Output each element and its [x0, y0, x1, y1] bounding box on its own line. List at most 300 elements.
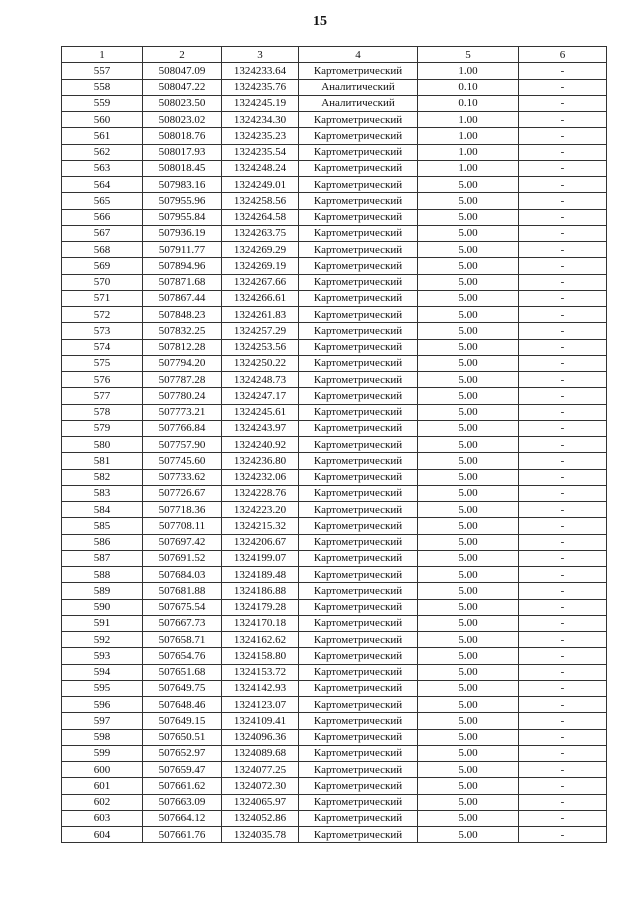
- cell-accuracy: 5.00: [418, 469, 519, 485]
- table-row: [62, 632, 607, 648]
- cell-point-number: 573: [62, 323, 143, 339]
- cell-method: Картометрический: [299, 794, 418, 810]
- cell-accuracy: 5.00: [418, 209, 519, 225]
- cell-note: -: [519, 177, 607, 193]
- column-header-5: 5: [418, 47, 519, 63]
- cell-note: -: [519, 160, 607, 176]
- table-body: [62, 63, 607, 843]
- cell-note: -: [519, 729, 607, 745]
- cell-y-coordinate: 1324077.25: [222, 762, 299, 778]
- cell-x-coordinate: 507684.03: [143, 567, 222, 583]
- cell-x-coordinate: 507766.84: [143, 420, 222, 436]
- cell-x-coordinate: 507691.52: [143, 550, 222, 566]
- cell-x-coordinate: 508018.76: [143, 128, 222, 144]
- cell-point-number: 580: [62, 437, 143, 453]
- cell-y-coordinate: 1324245.19: [222, 95, 299, 111]
- cell-method: Картометрический: [299, 355, 418, 371]
- cell-y-coordinate: 1324269.19: [222, 258, 299, 274]
- cell-point-number: 595: [62, 680, 143, 696]
- cell-y-coordinate: 1324223.20: [222, 502, 299, 518]
- cell-point-number: 600: [62, 762, 143, 778]
- cell-x-coordinate: 507911.77: [143, 242, 222, 258]
- table-row: [62, 762, 607, 778]
- cell-y-coordinate: 1324240.92: [222, 437, 299, 453]
- table-row: [62, 697, 607, 713]
- table-header-row: [62, 47, 607, 63]
- cell-method: Картометрический: [299, 258, 418, 274]
- cell-note: -: [519, 225, 607, 241]
- cell-accuracy: 5.00: [418, 697, 519, 713]
- column-header-4: 4: [299, 47, 418, 63]
- cell-point-number: 603: [62, 810, 143, 826]
- cell-x-coordinate: 508023.50: [143, 95, 222, 111]
- cell-method: Картометрический: [299, 274, 418, 290]
- cell-method: Картометрический: [299, 810, 418, 826]
- table-row: [62, 453, 607, 469]
- cell-note: -: [519, 713, 607, 729]
- table-row: [62, 615, 607, 631]
- table-row: [62, 485, 607, 501]
- cell-point-number: 598: [62, 729, 143, 745]
- table-row: [62, 827, 607, 843]
- cell-accuracy: 1.00: [418, 144, 519, 160]
- cell-y-coordinate: 1324267.66: [222, 274, 299, 290]
- table-row: [62, 323, 607, 339]
- cell-y-coordinate: 1324247.17: [222, 388, 299, 404]
- cell-accuracy: 5.00: [418, 615, 519, 631]
- cell-accuracy: 5.00: [418, 567, 519, 583]
- cell-point-number: 597: [62, 713, 143, 729]
- cell-x-coordinate: 507663.09: [143, 794, 222, 810]
- cell-point-number: 604: [62, 827, 143, 843]
- cell-accuracy: 5.00: [418, 794, 519, 810]
- cell-point-number: 562: [62, 144, 143, 160]
- cell-x-coordinate: 507787.28: [143, 372, 222, 388]
- cell-accuracy: 5.00: [418, 827, 519, 843]
- column-header-1: 1: [62, 47, 143, 63]
- cell-y-coordinate: 1324065.97: [222, 794, 299, 810]
- cell-y-coordinate: 1324261.83: [222, 307, 299, 323]
- table-row: [62, 745, 607, 761]
- cell-note: -: [519, 680, 607, 696]
- cell-y-coordinate: 1324035.78: [222, 827, 299, 843]
- cell-accuracy: 1.00: [418, 128, 519, 144]
- cell-x-coordinate: 507773.21: [143, 404, 222, 420]
- cell-accuracy: 5.00: [418, 583, 519, 599]
- cell-x-coordinate: 507708.11: [143, 518, 222, 534]
- cell-note: -: [519, 810, 607, 826]
- cell-x-coordinate: 507894.96: [143, 258, 222, 274]
- cell-x-coordinate: 507745.60: [143, 453, 222, 469]
- cell-x-coordinate: 507659.47: [143, 762, 222, 778]
- cell-method: Картометрический: [299, 193, 418, 209]
- cell-point-number: 601: [62, 778, 143, 794]
- cell-x-coordinate: 507848.23: [143, 307, 222, 323]
- table-row: [62, 599, 607, 615]
- cell-x-coordinate: 507718.36: [143, 502, 222, 518]
- cell-point-number: 559: [62, 95, 143, 111]
- table-row: [62, 664, 607, 680]
- column-header-2: 2: [143, 47, 222, 63]
- cell-method: Картометрический: [299, 63, 418, 79]
- cell-method: Картометрический: [299, 307, 418, 323]
- cell-note: -: [519, 583, 607, 599]
- cell-note: -: [519, 258, 607, 274]
- cell-point-number: 557: [62, 63, 143, 79]
- cell-note: -: [519, 112, 607, 128]
- cell-point-number: 590: [62, 599, 143, 615]
- cell-note: -: [519, 485, 607, 501]
- cell-point-number: 587: [62, 550, 143, 566]
- table-row: [62, 567, 607, 583]
- table-row: [62, 420, 607, 436]
- cell-x-coordinate: 507654.76: [143, 648, 222, 664]
- cell-x-coordinate: 508023.02: [143, 112, 222, 128]
- cell-method: Картометрический: [299, 290, 418, 306]
- cell-note: -: [519, 632, 607, 648]
- cell-y-coordinate: 1324228.76: [222, 485, 299, 501]
- cell-y-coordinate: 1324269.29: [222, 242, 299, 258]
- cell-y-coordinate: 1324248.24: [222, 160, 299, 176]
- cell-point-number: 581: [62, 453, 143, 469]
- cell-x-coordinate: 507757.90: [143, 437, 222, 453]
- cell-accuracy: 5.00: [418, 778, 519, 794]
- cell-x-coordinate: 507867.44: [143, 290, 222, 306]
- cell-note: -: [519, 388, 607, 404]
- cell-x-coordinate: 507648.46: [143, 697, 222, 713]
- cell-method: Картометрический: [299, 534, 418, 550]
- cell-point-number: 564: [62, 177, 143, 193]
- cell-method: Картометрический: [299, 485, 418, 501]
- cell-note: -: [519, 453, 607, 469]
- cell-accuracy: 5.00: [418, 290, 519, 306]
- table-row: [62, 729, 607, 745]
- cell-x-coordinate: 507652.97: [143, 745, 222, 761]
- cell-method: Картометрический: [299, 762, 418, 778]
- cell-point-number: 570: [62, 274, 143, 290]
- cell-x-coordinate: 507983.16: [143, 177, 222, 193]
- cell-point-number: 589: [62, 583, 143, 599]
- cell-point-number: 578: [62, 404, 143, 420]
- cell-y-coordinate: 1324123.07: [222, 697, 299, 713]
- cell-point-number: 592: [62, 632, 143, 648]
- cell-method: Картометрический: [299, 453, 418, 469]
- cell-y-coordinate: 1324253.56: [222, 339, 299, 355]
- cell-note: -: [519, 518, 607, 534]
- cell-x-coordinate: 508017.93: [143, 144, 222, 160]
- cell-y-coordinate: 1324233.64: [222, 63, 299, 79]
- cell-method: Картометрический: [299, 420, 418, 436]
- cell-accuracy: 5.00: [418, 729, 519, 745]
- cell-y-coordinate: 1324189.48: [222, 567, 299, 583]
- cell-accuracy: 5.00: [418, 225, 519, 241]
- cell-method: Аналитический: [299, 95, 418, 111]
- table-row: [62, 95, 607, 111]
- cell-point-number: 568: [62, 242, 143, 258]
- cell-y-coordinate: 1324052.86: [222, 810, 299, 826]
- cell-method: Картометрический: [299, 502, 418, 518]
- table-row: [62, 502, 607, 518]
- table-row: [62, 810, 607, 826]
- cell-y-coordinate: 1324266.61: [222, 290, 299, 306]
- table-row: [62, 388, 607, 404]
- cell-method: Картометрический: [299, 632, 418, 648]
- cell-note: -: [519, 372, 607, 388]
- table-row: [62, 258, 607, 274]
- cell-note: -: [519, 404, 607, 420]
- cell-x-coordinate: 507955.96: [143, 193, 222, 209]
- cell-accuracy: 5.00: [418, 177, 519, 193]
- cell-accuracy: 5.00: [418, 599, 519, 615]
- cell-method: Картометрический: [299, 680, 418, 696]
- cell-method: Картометрический: [299, 648, 418, 664]
- cell-accuracy: 5.00: [418, 762, 519, 778]
- cell-method: Картометрический: [299, 323, 418, 339]
- cell-x-coordinate: 507667.73: [143, 615, 222, 631]
- cell-y-coordinate: 1324235.76: [222, 79, 299, 95]
- cell-x-coordinate: 507675.54: [143, 599, 222, 615]
- cell-note: -: [519, 567, 607, 583]
- cell-x-coordinate: 507651.68: [143, 664, 222, 680]
- cell-y-coordinate: 1324179.28: [222, 599, 299, 615]
- cell-note: -: [519, 534, 607, 550]
- cell-y-coordinate: 1324170.18: [222, 615, 299, 631]
- cell-method: Картометрический: [299, 550, 418, 566]
- cell-note: -: [519, 762, 607, 778]
- table-row: [62, 144, 607, 160]
- cell-note: -: [519, 144, 607, 160]
- cell-method: Картометрический: [299, 713, 418, 729]
- cell-y-coordinate: 1324158.80: [222, 648, 299, 664]
- cell-method: Картометрический: [299, 469, 418, 485]
- cell-x-coordinate: 507794.20: [143, 355, 222, 371]
- column-header-3: 3: [222, 47, 299, 63]
- cell-x-coordinate: 507649.75: [143, 680, 222, 696]
- cell-method: Картометрический: [299, 827, 418, 843]
- cell-x-coordinate: 507697.42: [143, 534, 222, 550]
- cell-method: Картометрический: [299, 177, 418, 193]
- cell-method: Картометрический: [299, 160, 418, 176]
- cell-y-coordinate: 1324096.36: [222, 729, 299, 745]
- cell-note: -: [519, 615, 607, 631]
- cell-accuracy: 5.00: [418, 632, 519, 648]
- cell-accuracy: 0.10: [418, 95, 519, 111]
- cell-y-coordinate: 1324142.93: [222, 680, 299, 696]
- cell-note: -: [519, 437, 607, 453]
- cell-note: -: [519, 128, 607, 144]
- cell-note: -: [519, 550, 607, 566]
- table-row: [62, 112, 607, 128]
- cell-point-number: 591: [62, 615, 143, 631]
- cell-method: Картометрический: [299, 567, 418, 583]
- table-row: [62, 339, 607, 355]
- table-row: [62, 437, 607, 453]
- cell-y-coordinate: 1324250.22: [222, 355, 299, 371]
- cell-x-coordinate: 507664.12: [143, 810, 222, 826]
- cell-method: Картометрический: [299, 112, 418, 128]
- cell-accuracy: 1.00: [418, 63, 519, 79]
- cell-point-number: 574: [62, 339, 143, 355]
- cell-accuracy: 1.00: [418, 160, 519, 176]
- column-header-6: 6: [519, 47, 607, 63]
- cell-method: Аналитический: [299, 79, 418, 95]
- table-row: [62, 404, 607, 420]
- table-row: [62, 290, 607, 306]
- cell-note: -: [519, 323, 607, 339]
- table-row: [62, 177, 607, 193]
- cell-note: -: [519, 95, 607, 111]
- cell-method: Картометрический: [299, 144, 418, 160]
- table-row: [62, 583, 607, 599]
- cell-note: -: [519, 827, 607, 843]
- cell-accuracy: 5.00: [418, 485, 519, 501]
- table-row: [62, 713, 607, 729]
- cell-accuracy: 1.00: [418, 112, 519, 128]
- cell-accuracy: 5.00: [418, 242, 519, 258]
- cell-y-coordinate: 1324263.75: [222, 225, 299, 241]
- cell-x-coordinate: 507661.76: [143, 827, 222, 843]
- cell-method: Картометрический: [299, 778, 418, 794]
- cell-x-coordinate: 507871.68: [143, 274, 222, 290]
- cell-accuracy: 5.00: [418, 550, 519, 566]
- cell-y-coordinate: 1324199.07: [222, 550, 299, 566]
- table-row: [62, 274, 607, 290]
- cell-accuracy: 5.00: [418, 810, 519, 826]
- cell-point-number: 575: [62, 355, 143, 371]
- cell-accuracy: 5.00: [418, 323, 519, 339]
- cell-accuracy: 5.00: [418, 502, 519, 518]
- cell-y-coordinate: 1324236.80: [222, 453, 299, 469]
- cell-note: -: [519, 355, 607, 371]
- cell-method: Картометрический: [299, 437, 418, 453]
- cell-x-coordinate: 507726.67: [143, 485, 222, 501]
- cell-x-coordinate: 507650.51: [143, 729, 222, 745]
- cell-method: Картометрический: [299, 339, 418, 355]
- cell-point-number: 558: [62, 79, 143, 95]
- cell-method: Картометрический: [299, 128, 418, 144]
- table-row: [62, 242, 607, 258]
- cell-point-number: 593: [62, 648, 143, 664]
- cell-point-number: 566: [62, 209, 143, 225]
- cell-x-coordinate: 507955.84: [143, 209, 222, 225]
- cell-x-coordinate: 507733.62: [143, 469, 222, 485]
- cell-note: -: [519, 469, 607, 485]
- cell-accuracy: 0.10: [418, 79, 519, 95]
- cell-method: Картометрический: [299, 242, 418, 258]
- cell-y-coordinate: 1324235.23: [222, 128, 299, 144]
- cell-y-coordinate: 1324235.54: [222, 144, 299, 160]
- table-row: [62, 648, 607, 664]
- cell-x-coordinate: 507649.15: [143, 713, 222, 729]
- cell-point-number: 569: [62, 258, 143, 274]
- cell-y-coordinate: 1324248.73: [222, 372, 299, 388]
- cell-point-number: 596: [62, 697, 143, 713]
- cell-method: Картометрический: [299, 583, 418, 599]
- cell-y-coordinate: 1324249.01: [222, 177, 299, 193]
- cell-y-coordinate: 1324109.41: [222, 713, 299, 729]
- table-row: [62, 680, 607, 696]
- cell-method: Картометрический: [299, 599, 418, 615]
- cell-note: -: [519, 242, 607, 258]
- cell-accuracy: 5.00: [418, 372, 519, 388]
- cell-point-number: 565: [62, 193, 143, 209]
- table-row: [62, 372, 607, 388]
- cell-method: Картометрический: [299, 388, 418, 404]
- cell-note: -: [519, 339, 607, 355]
- cell-note: -: [519, 648, 607, 664]
- cell-accuracy: 5.00: [418, 648, 519, 664]
- cell-accuracy: 5.00: [418, 258, 519, 274]
- cell-point-number: 585: [62, 518, 143, 534]
- cell-point-number: 588: [62, 567, 143, 583]
- table-row: [62, 128, 607, 144]
- cell-x-coordinate: 507780.24: [143, 388, 222, 404]
- cell-point-number: 577: [62, 388, 143, 404]
- cell-point-number: 599: [62, 745, 143, 761]
- cell-y-coordinate: 1324206.67: [222, 534, 299, 550]
- table-row: [62, 193, 607, 209]
- table-row: [62, 209, 607, 225]
- cell-note: -: [519, 274, 607, 290]
- cell-note: -: [519, 778, 607, 794]
- cell-y-coordinate: 1324243.97: [222, 420, 299, 436]
- cell-note: -: [519, 502, 607, 518]
- cell-accuracy: 5.00: [418, 437, 519, 453]
- table-row: [62, 355, 607, 371]
- cell-note: -: [519, 420, 607, 436]
- cell-accuracy: 5.00: [418, 404, 519, 420]
- cell-x-coordinate: 507832.25: [143, 323, 222, 339]
- cell-x-coordinate: 508047.09: [143, 63, 222, 79]
- cell-accuracy: 5.00: [418, 388, 519, 404]
- cell-point-number: 602: [62, 794, 143, 810]
- cell-method: Картометрический: [299, 372, 418, 388]
- cell-accuracy: 5.00: [418, 713, 519, 729]
- cell-y-coordinate: 1324072.30: [222, 778, 299, 794]
- cell-method: Картометрический: [299, 615, 418, 631]
- cell-x-coordinate: 507812.28: [143, 339, 222, 355]
- cell-accuracy: 5.00: [418, 355, 519, 371]
- cell-method: Картометрический: [299, 697, 418, 713]
- cell-x-coordinate: 508018.45: [143, 160, 222, 176]
- cell-point-number: 583: [62, 485, 143, 501]
- cell-accuracy: 5.00: [418, 193, 519, 209]
- table-row: [62, 469, 607, 485]
- cell-y-coordinate: 1324162.62: [222, 632, 299, 648]
- cell-y-coordinate: 1324089.68: [222, 745, 299, 761]
- cell-point-number: 572: [62, 307, 143, 323]
- cell-point-number: 561: [62, 128, 143, 144]
- cell-x-coordinate: 508047.22: [143, 79, 222, 95]
- cell-accuracy: 5.00: [418, 664, 519, 680]
- cell-point-number: 594: [62, 664, 143, 680]
- cell-accuracy: 5.00: [418, 307, 519, 323]
- cell-y-coordinate: 1324234.30: [222, 112, 299, 128]
- cell-accuracy: 5.00: [418, 680, 519, 696]
- cell-note: -: [519, 79, 607, 95]
- cell-x-coordinate: 507681.88: [143, 583, 222, 599]
- table-row: [62, 307, 607, 323]
- cell-point-number: 582: [62, 469, 143, 485]
- page-number: 15: [313, 14, 327, 29]
- cell-accuracy: 5.00: [418, 745, 519, 761]
- cell-y-coordinate: 1324264.58: [222, 209, 299, 225]
- cell-y-coordinate: 1324186.88: [222, 583, 299, 599]
- cell-x-coordinate: 507936.19: [143, 225, 222, 241]
- cell-y-coordinate: 1324258.56: [222, 193, 299, 209]
- cell-note: -: [519, 599, 607, 615]
- cell-point-number: 586: [62, 534, 143, 550]
